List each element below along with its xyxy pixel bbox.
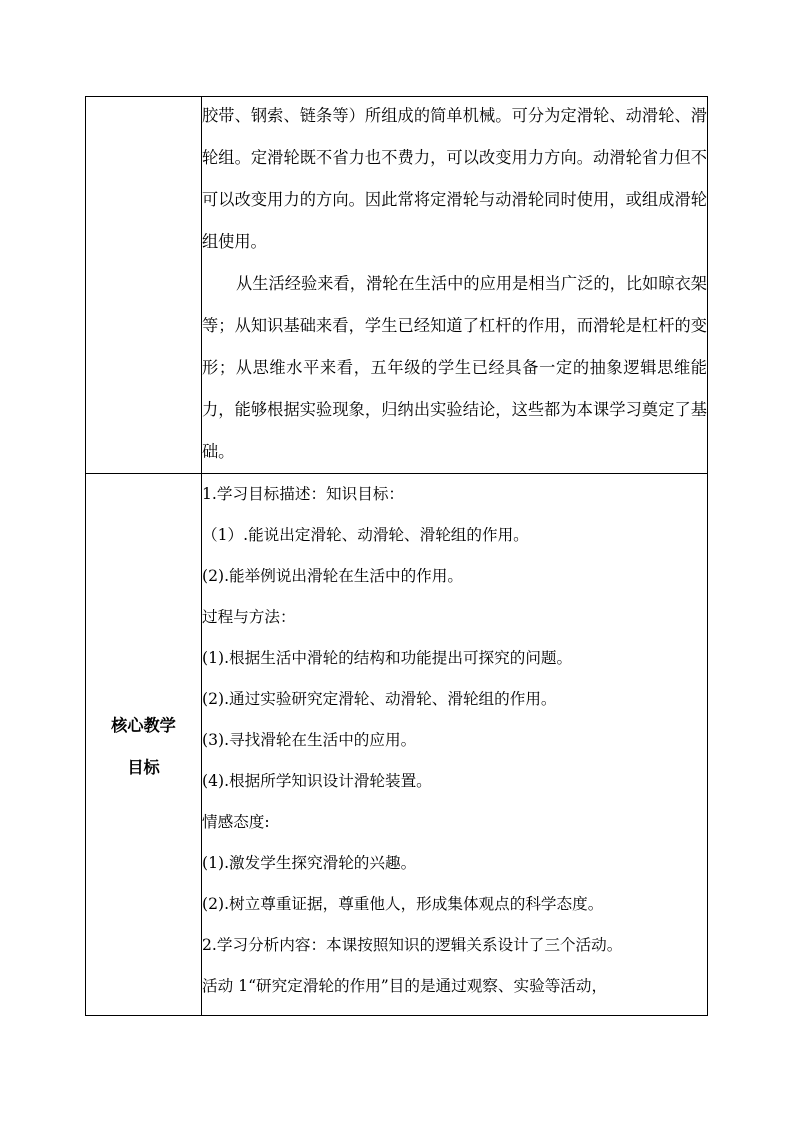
goals-row: [86, 474, 708, 1016]
goal-line: 1.学习目标描述：知识目标：: [202, 485, 405, 503]
section-label: 核心教学目标: [111, 715, 176, 777]
goals-list: [202, 474, 707, 1007]
goal-line: 活动 1“研究定滑轮的作用”目的是通过观察、实验等活动，: [202, 977, 608, 995]
analysis-row: [86, 97, 708, 474]
goal-line: 2.学习分析内容：本课按照知识的逻辑关系设计了三个活动。: [202, 936, 623, 954]
analysis-label-cell: [86, 97, 202, 474]
goal-line: 过程与方法：: [202, 608, 296, 626]
goals-content-cell: [202, 474, 708, 1016]
goals-label-cell: [86, 474, 202, 1016]
goal-line: (2).通过实验研究定滑轮、动滑轮、滑轮组的作用。: [202, 690, 557, 708]
goal-line: (4).根据所学知识设计滑轮装置。: [202, 772, 432, 790]
analysis-content-cell: [202, 97, 708, 474]
goal-line: (2).能举例说出滑轮在生活中的作用。: [202, 567, 463, 585]
goal-line: (1).激发学生探究滑轮的兴趣。: [202, 854, 417, 872]
goal-line: (3).寻找滑轮在生活中的应用。: [202, 731, 417, 749]
goal-line: (2).树立尊重证据，尊重他人，形成集体观点的科学态度。: [202, 895, 604, 913]
lesson-plan-table: [85, 96, 708, 1016]
analysis-paragraph: 胶带、钢索、链条等）所组成的简单机械。可分为定滑轮、动滑轮、滑轮组。定滑轮既不省力也不费力，可以改变用力方向。动滑轮省力但不可以改变用力的方向。因此常将定滑轮与动滑轮同时使用，或组成滑轮组使用。: [202, 106, 707, 251]
goal-line: （1）.能说出定滑轮、动滑轮、滑轮组的作用。: [202, 526, 529, 544]
goal-line: (1).根据生活中滑轮的结构和功能提出可探究的问题。: [202, 649, 573, 667]
goal-line: 情感态度:: [202, 813, 270, 831]
analysis-paragraph: 从生活经验来看，滑轮在生活中的应用是相当广泛的，比如晾衣架等；从知识基础来看，学生已经知道了杠杆的作用，而滑轮是杠杆的变形；从思维水平来看，五年级的学生已经具备一定的抽象逻辑思维能力，能够根据实验现象，归纳出实验结论，这些都为本课学习奠定了基础。: [202, 274, 707, 461]
